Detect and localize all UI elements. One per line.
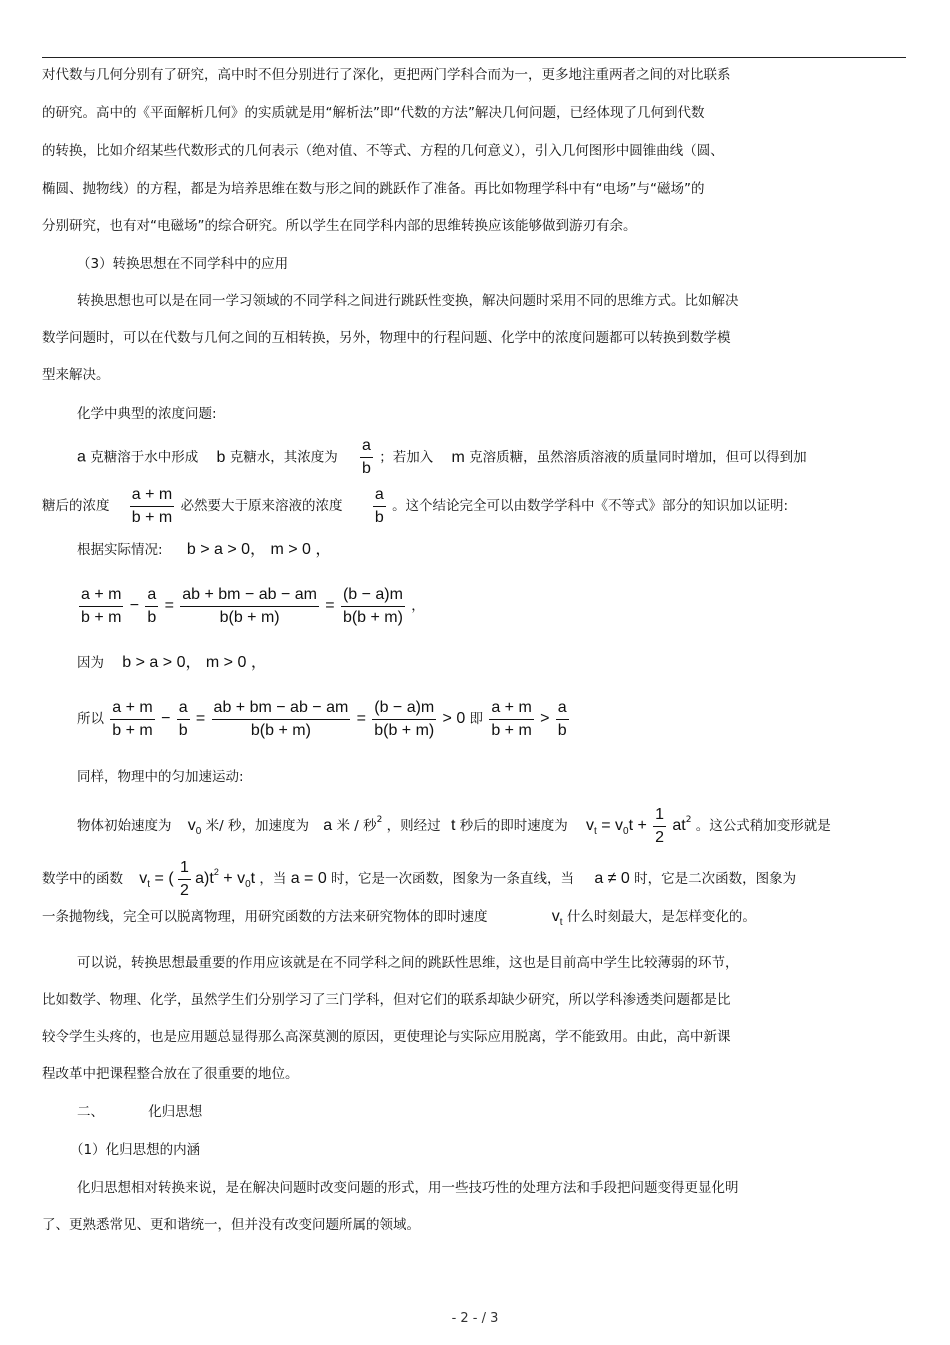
physics-line-3: 一条抛物线，完全可以脱离物理，用研究函数的方法来研究物体的即时速度 $v_t$ 什么时刻最大，是怎样变化的。	[42, 908, 756, 928]
paragraph-line: 转换思想也可以是在同一学习领域的不同学科之间进行跳跃性变换，解决问题时采用不同的思维方式。比如解决	[77, 293, 739, 309]
page-number: - 2 - / 3	[451, 1311, 499, 1326]
physics-line-1: 物体初始速度为 $v_0$ 米/ 秒，加速度为 a 米 / 秒$^2$ ，则经过 t 秒后的即时速度为 $v_t = v_0t$ + $\frac{1}{2}$ $at^2$ 。这公式稍加变形就是	[77, 805, 831, 846]
condition-line: 根据实际情况: b > a > 0， m > 0 ，	[77, 541, 332, 558]
paragraph-line: 比如数学、物理、化学，虽然学生们分别学习了三门学科，但对它们的联系却缺少研究，所以学科渗透类问题都是比	[42, 992, 731, 1008]
chem-line-2: 糖后的浓度 $\frac{a + m}{b + m}$ 必然要大于原来溶液的浓度 $\frac{a}{b}$ 。这个结论完全可以由数学学科中《不等式》部分的知识加以证明:	[42, 485, 789, 526]
paragraph-line: 化归思想相对转换来说，是在解决问题时改变问题的形式，用一些技巧性的处理方法和手段把问题变得更显化明	[77, 1180, 739, 1196]
paragraph-line: 可以说，转换思想最重要的作用应该就是在不同学科之间的跳跃性思维，这也是目前高中学生比较薄弱的环节，	[77, 955, 739, 971]
fraction-a-over-b: $\frac{a}{b}$	[362, 437, 371, 477]
chem-intro: 化学中典型的浓度问题:	[77, 406, 217, 422]
equation-1: $\frac{a + m}{b + m}$ − $\frac{a}{b}$ = $\frac{ab + bm - ab - am}{b(b + m)}$ = $\frac{(b - a)m}{b(b + m)}$ ，	[81, 585, 425, 626]
paragraph-line: 椭圆、抛物线）的方程，都是为培养思维在数与形之间的跳跃作了准备。再比如物理学科中有“电场”与“磁场”的	[42, 181, 705, 197]
paragraph-line: 对代数与几何分别有了研究，高中时不但分别进行了深化，更把两门学科合而为一，更多地注重两者之间的对比联系	[42, 67, 731, 83]
section-heading: （3）转换思想在不同学科中的应用	[77, 256, 289, 272]
section-title: 二、 化归思想	[77, 1104, 203, 1120]
fraction-a-plus-m-over-b-plus-m: $\frac{a + m}{b + m}$	[131, 485, 173, 526]
paragraph-line: 分别研究，也有对“电磁场”的综合研究。所以学生在同学科内部的思维转换应该能够做到游刃有余。	[42, 218, 637, 234]
because-line: 因为 b > a > 0， m > 0 ，	[77, 654, 267, 671]
paragraph-line: 了、更熟悉常见、更和谐统一，但并没有改变问题所属的领域。	[42, 1217, 420, 1233]
physics-line-2: 数学中的函数 $v_t$ = ( $\frac{1}{2}$ $a)t^2 + v_0t$ ，当 a = 0 时，它是一次函数，图象为一条直线，当 a ≠ 0 时，它是二次函数，图象为	[42, 858, 797, 899]
paragraph-line: 数学问题时，可以在代数与几何之间的互相转换，另外，物理中的行程问题、化学中的浓度问题都可以转换到数学模	[42, 330, 731, 346]
paragraph-line: 较令学生头疼的，也是应用题总显得那么高深莫测的原因，更使理论与实际应用脱离，学不能致用。由此，高中新课	[42, 1029, 731, 1045]
paragraph-line: 的研究。高中的《平面解析几何》的实质就是用“解析法”即“代数的方法”解决几何问题，已经体现了几何到代数	[42, 105, 705, 121]
paragraph-line: 程改革中把课程整合放在了很重要的地位。	[42, 1066, 299, 1082]
physics-intro: 同样，物理中的匀加速运动:	[77, 769, 244, 785]
header-rule	[42, 57, 906, 58]
fraction-a-over-b: $\frac{a}{b}$	[374, 485, 384, 526]
chem-line-1: a 克糖溶于水中形成 b 克糖水，其浓度为 $\frac{a}{b}$ ；若加入 m 克溶质糖，虽然溶质溶液的质量同时增加，但可以得到加	[77, 437, 807, 477]
equation-2: 所以 $\frac{a + m}{b + m}$ − $\frac{a}{b}$ = $\frac{ab + bm - ab - am}{b(b + m)}$ = $\frac{(b - a)m}{b(b + m)}$ > 0 即 $\frac{a + m}{b + m}$ > $\frac{a}{b}$	[77, 698, 567, 739]
paragraph-line: 的转换，比如介绍某些代数形式的几何表示（绝对值、不等式、方程的几何意义），引入几何图形中圆锥曲线（圆、	[42, 143, 724, 159]
subsection-heading: （1）化归思想的内涵	[70, 1142, 201, 1158]
paragraph-line: 型来解决。	[42, 367, 110, 383]
